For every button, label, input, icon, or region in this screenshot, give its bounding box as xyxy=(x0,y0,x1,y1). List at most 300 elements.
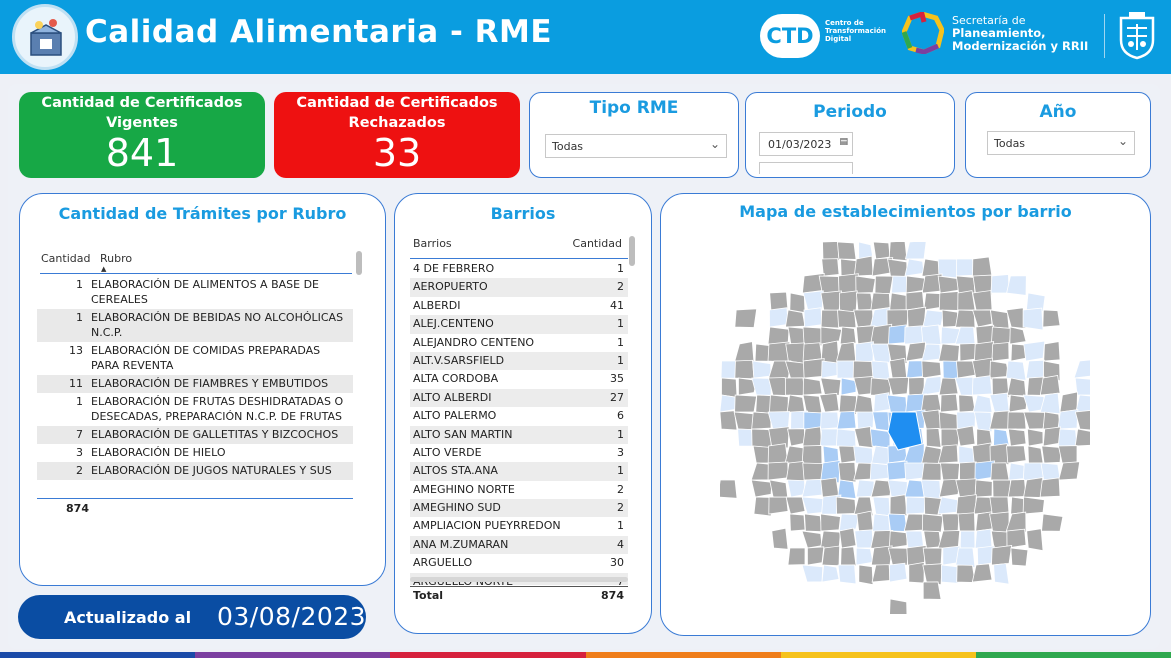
barrio-region[interactable] xyxy=(957,426,975,446)
barrio-region[interactable] xyxy=(1024,341,1045,361)
barrio-region[interactable] xyxy=(822,565,839,582)
barrio-region[interactable] xyxy=(923,310,944,327)
barrio-region[interactable] xyxy=(938,276,958,293)
secretaria-name: Secretaría de Planeamiento, Modernización y RRII xyxy=(952,14,1089,53)
col-cantidad[interactable]: Cantidad xyxy=(572,237,622,250)
barrio-region[interactable] xyxy=(1007,378,1026,396)
cell-cantidad: 1 xyxy=(617,427,624,441)
barrio-region[interactable] xyxy=(922,446,941,465)
barrio-region[interactable] xyxy=(1075,410,1090,431)
barrio-region[interactable] xyxy=(992,343,1009,361)
barrio-region[interactable] xyxy=(1059,462,1080,480)
footer-color-segment xyxy=(781,652,976,658)
barrio-region[interactable] xyxy=(990,497,1009,514)
barrios-table-header xyxy=(410,237,628,259)
barrio-region[interactable] xyxy=(788,429,805,446)
cell-cantidad: 2 xyxy=(617,280,624,294)
updated-date: 03/08/2023 xyxy=(217,602,367,631)
barrio-region[interactable] xyxy=(956,479,976,498)
barrio-region[interactable] xyxy=(990,361,1009,378)
table-row[interactable] xyxy=(37,444,353,462)
cell-cantidad: 1 xyxy=(617,464,624,478)
barrio-region[interactable] xyxy=(873,514,890,532)
barrio-region[interactable] xyxy=(1010,327,1026,344)
barrio-region[interactable] xyxy=(802,497,825,514)
barrio-region[interactable] xyxy=(957,565,975,582)
barrio-region[interactable] xyxy=(1023,308,1043,330)
cell-cantidad: 11 xyxy=(69,377,83,390)
cell-cantidad: 3 xyxy=(76,446,83,459)
barrios-card-title: Barrios xyxy=(490,204,556,223)
barrio-region[interactable] xyxy=(786,343,805,364)
col-barrios[interactable]: Barrios xyxy=(413,237,452,250)
barrio-region[interactable] xyxy=(941,394,958,412)
table-row[interactable] xyxy=(410,389,628,407)
barrio-region[interactable] xyxy=(870,429,890,448)
barrio-region[interactable] xyxy=(769,497,788,514)
slicer-periodo xyxy=(745,92,955,178)
anio-dropdown[interactable]: Todas ⌄ xyxy=(987,131,1135,155)
barrio-region[interactable] xyxy=(939,412,959,429)
barrio-region[interactable] xyxy=(990,411,1010,429)
table-row[interactable] xyxy=(37,393,353,426)
barrio-region[interactable] xyxy=(768,462,788,480)
barrio-region[interactable] xyxy=(786,461,805,481)
cell-barrio: AEROPUERTO xyxy=(413,280,488,294)
cell-barrio: ALBERDI xyxy=(413,298,461,312)
barrio-region[interactable] xyxy=(1042,446,1062,463)
table-row[interactable] xyxy=(37,309,353,342)
barrio-region[interactable] xyxy=(973,310,992,327)
updated-label: Actualizado al xyxy=(64,608,192,627)
barrio-region[interactable] xyxy=(922,376,941,395)
footer-color-segment xyxy=(586,652,781,658)
barrio-region[interactable] xyxy=(973,291,992,310)
barrio-region[interactable] xyxy=(841,547,856,566)
tipo-rme-dropdown[interactable]: Todas ⌄ xyxy=(545,134,727,158)
col-cantidad[interactable]: Cantidad xyxy=(41,252,91,265)
rubro-table-body xyxy=(37,276,353,480)
cell-barrio: ALTO VERDE xyxy=(413,445,482,459)
barrio-region[interactable] xyxy=(941,565,958,583)
cell-barrio: ALTA CORDOBA xyxy=(413,372,499,386)
barrio-region[interactable] xyxy=(804,308,822,327)
barrio-region[interactable] xyxy=(854,310,873,327)
cell-cantidad: 1 xyxy=(76,311,83,324)
barrio-region[interactable] xyxy=(873,242,890,259)
cell-cantidad: 1 xyxy=(76,395,83,408)
cell-cantidad: 2 xyxy=(76,464,83,477)
footer-color-segment xyxy=(0,652,195,658)
barrio-region[interactable] xyxy=(856,342,874,362)
barrio-region[interactable] xyxy=(821,291,842,311)
barrio-region[interactable] xyxy=(803,359,824,378)
barrio-region[interactable] xyxy=(905,326,924,344)
barrio-region[interactable] xyxy=(857,511,873,531)
cell-cantidad: 1 xyxy=(76,278,83,291)
barrio-region[interactable] xyxy=(1058,410,1078,429)
barrio-region[interactable] xyxy=(991,545,1011,565)
barrio-region[interactable] xyxy=(735,342,754,363)
barrio-region[interactable] xyxy=(802,531,822,548)
barrio-region[interactable] xyxy=(921,394,941,412)
barrio-region[interactable] xyxy=(720,480,737,499)
barrio-region[interactable] xyxy=(888,514,907,531)
footer-color-segment xyxy=(390,652,585,658)
cell-cantidad: 1 xyxy=(617,317,624,331)
barrio-region[interactable] xyxy=(922,361,941,378)
table-row[interactable] xyxy=(410,462,628,480)
barrio-region[interactable] xyxy=(753,361,771,378)
map-card-title: Mapa de establecimientos por barrio xyxy=(739,202,1072,221)
cell-barrio: ARGUELLO xyxy=(413,556,473,570)
table-row[interactable] xyxy=(410,297,628,315)
barrio-region[interactable] xyxy=(857,412,874,429)
barrio-region[interactable] xyxy=(924,293,941,310)
barrio-region[interactable] xyxy=(960,344,976,361)
barrio-region[interactable] xyxy=(1024,412,1046,429)
barrio-region[interactable] xyxy=(939,378,958,395)
barrio-region[interactable] xyxy=(788,548,805,565)
barrio-region[interactable] xyxy=(890,599,907,614)
page-title: Calidad Alimentaria - RME xyxy=(85,14,553,50)
header-divider xyxy=(1104,14,1105,58)
barrio-region[interactable] xyxy=(973,257,992,277)
barrio-region[interactable] xyxy=(856,293,873,310)
barrio-region[interactable] xyxy=(888,259,907,278)
barrio-region[interactable] xyxy=(904,514,924,531)
barrio-region[interactable] xyxy=(1028,446,1043,463)
barrio-region[interactable] xyxy=(906,291,924,310)
barrio-region[interactable] xyxy=(1043,310,1060,327)
footer-color-bar xyxy=(0,652,1171,658)
barrio-region[interactable] xyxy=(821,327,842,344)
barrio-region[interactable] xyxy=(1006,361,1026,380)
table-row[interactable] xyxy=(410,334,628,352)
cell-cantidad: 1 xyxy=(617,262,624,275)
table-row[interactable] xyxy=(37,426,353,444)
barrio-region[interactable] xyxy=(803,463,823,480)
barrio-region[interactable] xyxy=(803,427,822,446)
barrio-region[interactable] xyxy=(735,395,757,412)
barrio-region[interactable] xyxy=(892,276,908,293)
barrio-region[interactable] xyxy=(820,393,839,412)
table-row[interactable] xyxy=(410,278,628,296)
barrio-region[interactable] xyxy=(840,291,858,313)
table-row[interactable] xyxy=(410,315,628,333)
barrio-region[interactable] xyxy=(838,565,856,584)
cell-rubro: ELABORACIÓN DE FIAMBRES Y EMBUTIDOS xyxy=(91,377,329,390)
barrio-region[interactable] xyxy=(960,531,975,548)
barrio-region[interactable] xyxy=(859,565,873,585)
barrio-region[interactable] xyxy=(1043,427,1060,446)
barrio-region[interactable] xyxy=(905,242,926,259)
barrio-region[interactable] xyxy=(785,378,805,396)
table-row[interactable] xyxy=(410,536,628,554)
barrio-region[interactable] xyxy=(1007,446,1026,463)
table-row[interactable] xyxy=(37,276,353,309)
barrios-scrollbar[interactable] xyxy=(629,236,635,266)
barrio-region[interactable] xyxy=(975,529,992,549)
table-row[interactable] xyxy=(410,370,628,388)
barrio-region[interactable] xyxy=(802,565,823,582)
cell-rubro: ELABORACIÓN DE ALIMENTOS A BASE DE CEREALES xyxy=(91,278,319,306)
barrio-region[interactable] xyxy=(735,360,754,378)
barrio-region[interactable] xyxy=(856,276,876,293)
cell-cantidad: 30 xyxy=(610,556,624,570)
barrio-region[interactable] xyxy=(990,393,1009,412)
barrio-region[interactable] xyxy=(1023,497,1044,514)
barrios-choropleth-map[interactable] xyxy=(720,242,1090,614)
barrio-region[interactable] xyxy=(993,480,1011,497)
barrio-region[interactable] xyxy=(752,378,771,395)
table-row[interactable] xyxy=(37,375,353,393)
cell-cantidad: 35 xyxy=(610,372,624,386)
barrio-region[interactable] xyxy=(841,378,856,395)
cell-barrio: ANA M.ZUMARAN xyxy=(413,537,509,551)
barrio-region[interactable] xyxy=(1008,429,1026,446)
barrio-region[interactable] xyxy=(838,462,856,482)
barrio-region[interactable] xyxy=(807,547,823,565)
chevron-down-icon: ⌄ xyxy=(709,137,720,151)
cell-cantidad: 13 xyxy=(69,344,83,357)
barrio-region[interactable] xyxy=(994,564,1009,585)
barrio-region[interactable] xyxy=(890,495,907,516)
barrio-region[interactable] xyxy=(972,443,992,464)
barrio-region[interactable] xyxy=(821,514,841,531)
barrio-region[interactable] xyxy=(855,395,873,413)
barrio-region[interactable] xyxy=(907,361,924,378)
rubro-scrollbar[interactable] xyxy=(356,251,362,275)
barrio-region[interactable] xyxy=(837,242,856,259)
cell-cantidad: 6 xyxy=(617,409,624,423)
periodo-start-date[interactable]: 01/03/2023 ▤ xyxy=(759,132,853,156)
kpi-rechazados xyxy=(274,92,520,178)
barrio-region[interactable] xyxy=(1043,412,1060,429)
barrio-region[interactable] xyxy=(786,497,805,514)
table-row[interactable] xyxy=(410,444,628,462)
barrio-region[interactable] xyxy=(926,428,941,447)
slicer-periodo-title: Periodo xyxy=(813,102,887,122)
barrio-region[interactable] xyxy=(772,528,788,549)
barrio-region[interactable] xyxy=(942,514,959,531)
barrio-region[interactable] xyxy=(875,276,893,294)
table-row[interactable] xyxy=(37,342,353,375)
barrio-region[interactable] xyxy=(751,480,772,497)
barrio-region[interactable] xyxy=(888,377,909,395)
barrio-region[interactable] xyxy=(975,480,992,497)
cell-cantidad: 7 xyxy=(76,428,83,441)
barrio-region[interactable] xyxy=(905,259,924,276)
barrio-region[interactable] xyxy=(921,480,941,499)
barrio-region[interactable] xyxy=(873,497,890,516)
barrio-region[interactable] xyxy=(1044,342,1060,361)
barrio-region[interactable] xyxy=(1060,392,1078,412)
barrio-region[interactable] xyxy=(821,378,841,395)
barrio-region[interactable] xyxy=(802,445,822,465)
barrio-region[interactable] xyxy=(822,546,839,566)
table-row[interactable] xyxy=(410,426,628,444)
food-box-icon xyxy=(25,17,67,59)
cell-rubro: ELABORACIÓN DE BEBIDAS NO ALCOHÓLICAS N.C.P. xyxy=(91,311,344,339)
barrio-region[interactable] xyxy=(871,344,890,363)
barrio-region[interactable] xyxy=(823,242,839,261)
barrio-region[interactable] xyxy=(854,376,873,395)
barrio-region[interactable] xyxy=(938,497,958,514)
cell-barrio: AMEGHINO SUD xyxy=(413,501,501,515)
table-row[interactable] xyxy=(37,462,353,480)
barrio-region[interactable] xyxy=(872,565,890,582)
barrio-region[interactable] xyxy=(871,293,890,310)
cell-cantidad: 1 xyxy=(617,353,624,367)
cell-rubro: ELABORACIÓN DE COMIDAS PREPARADAS PARA REVENTA xyxy=(91,344,321,372)
barrio-region[interactable] xyxy=(922,410,941,429)
barrio-region[interactable] xyxy=(889,563,907,582)
sort-asc-icon: ▲ xyxy=(101,265,107,273)
rubro-table-header xyxy=(40,252,352,274)
barrio-region[interactable] xyxy=(887,395,907,414)
table-row[interactable] xyxy=(410,499,628,517)
barrio-region[interactable] xyxy=(802,479,822,497)
barrio-region[interactable] xyxy=(836,497,856,514)
barrio-region[interactable] xyxy=(991,463,1009,480)
barrio-region[interactable] xyxy=(1007,276,1027,296)
barrio-region[interactable] xyxy=(787,480,805,497)
cell-cantidad: 3 xyxy=(617,445,624,459)
table-row[interactable] xyxy=(410,481,628,499)
barrio-region[interactable] xyxy=(888,325,907,344)
barrio-region[interactable] xyxy=(856,548,873,565)
barrio-region[interactable] xyxy=(821,412,839,429)
barrio-region[interactable] xyxy=(959,395,975,412)
app-logo xyxy=(12,4,78,70)
barrio-region[interactable] xyxy=(785,310,805,327)
barrio-region[interactable] xyxy=(909,377,925,395)
barrio-region[interactable] xyxy=(887,461,907,480)
table-row[interactable] xyxy=(410,260,628,278)
barrio-region[interactable] xyxy=(1040,375,1060,395)
table-row[interactable] xyxy=(410,517,628,535)
barrio-region[interactable] xyxy=(923,548,942,566)
barrio-region[interactable] xyxy=(821,478,839,498)
barrio-region[interactable] xyxy=(889,531,907,548)
cell-rubro: ELABORACIÓN DE GALLETITAS Y BIZCOCHOS xyxy=(91,428,339,441)
barrio-region[interactable] xyxy=(756,395,771,413)
table-row[interactable] xyxy=(410,554,628,572)
barrios-table-body xyxy=(410,260,628,585)
barrio-region[interactable] xyxy=(854,446,873,464)
barrio-region[interactable] xyxy=(1040,478,1060,497)
barrio-region[interactable] xyxy=(838,310,856,328)
barrio-region[interactable] xyxy=(890,293,907,312)
barrio-region[interactable] xyxy=(1074,359,1090,378)
barrio-region[interactable] xyxy=(839,528,856,548)
rubro-card-title: Cantidad de Trámites por Rubro xyxy=(58,204,347,223)
barrio-region[interactable] xyxy=(872,361,890,379)
barrio-region[interactable] xyxy=(721,378,737,397)
chevron-down-icon: ⌄ xyxy=(1117,134,1128,148)
barrio-region[interactable] xyxy=(956,548,975,567)
barrio-region[interactable] xyxy=(972,376,992,395)
barrio-region[interactable] xyxy=(855,530,873,548)
barrio-region[interactable] xyxy=(790,293,805,313)
barrio-region[interactable] xyxy=(909,562,924,583)
barrios-h-scrollbar[interactable] xyxy=(410,577,628,582)
barrio-region[interactable] xyxy=(752,412,771,429)
barrio-region[interactable] xyxy=(854,256,873,276)
periodo-end-date[interactable] xyxy=(759,162,853,174)
barrio-region[interactable] xyxy=(769,308,788,327)
cell-barrio: ALTO ALBERDI xyxy=(413,390,492,404)
barrio-region[interactable] xyxy=(958,513,975,531)
barrio-region[interactable] xyxy=(973,395,992,412)
barrio-region[interactable] xyxy=(923,582,941,599)
barrio-region[interactable] xyxy=(805,514,822,532)
kpi-vigentes-value: 841 xyxy=(105,131,179,175)
col-rubro[interactable]: Rubro xyxy=(100,252,133,265)
barrio-region[interactable] xyxy=(735,309,757,328)
barrio-region[interactable] xyxy=(906,497,927,514)
cell-cantidad: 2 xyxy=(617,501,624,515)
barrio-region[interactable] xyxy=(1007,529,1026,548)
barrio-region[interactable] xyxy=(1041,463,1060,480)
barrio-region[interactable] xyxy=(905,480,924,497)
barrio-region[interactable] xyxy=(1058,429,1077,446)
barrio-region[interactable] xyxy=(803,378,822,395)
cell-barrio: ALTOS STA.ANA xyxy=(413,464,498,478)
barrio-region[interactable] xyxy=(991,275,1009,294)
barrio-region[interactable] xyxy=(888,548,909,565)
barrio-region[interactable] xyxy=(873,412,890,431)
barrio-region[interactable] xyxy=(1027,529,1043,551)
barrio-region[interactable] xyxy=(837,411,856,429)
cell-barrio: ALEJANDRO CENTENO xyxy=(413,335,535,349)
barrio-region[interactable] xyxy=(921,325,941,345)
cell-barrio: AMEGHINO NORTE xyxy=(413,482,515,496)
kpi-vigentes-label: Cantidad de Certificados Vigentes xyxy=(41,95,243,131)
cell-rubro: ELABORACIÓN DE HIELO xyxy=(91,446,226,459)
cell-barrio: ALTO SAN MARTIN xyxy=(413,427,513,441)
barrio-region[interactable] xyxy=(907,307,925,327)
table-row[interactable] xyxy=(410,407,628,425)
ctd-logo: CTD xyxy=(760,14,820,58)
barrio-region[interactable] xyxy=(922,514,943,532)
barrio-region[interactable] xyxy=(839,514,859,531)
calendar-icon: ▤ xyxy=(839,137,848,147)
barrio-region[interactable] xyxy=(840,327,856,344)
city-crest-icon xyxy=(1115,10,1159,60)
barrio-region[interactable] xyxy=(1075,429,1090,446)
slicer-tipo-title: Tipo RME xyxy=(589,98,679,118)
barrio-region[interactable] xyxy=(1042,514,1063,531)
barrio-region[interactable] xyxy=(1027,429,1043,446)
cell-cantidad: 41 xyxy=(610,298,624,312)
barrio-region[interactable] xyxy=(1008,480,1026,497)
table-row[interactable] xyxy=(410,352,628,370)
barrio-region[interactable] xyxy=(939,344,960,362)
barrio-region[interactable] xyxy=(1008,412,1026,429)
barrio-region[interactable] xyxy=(1011,548,1028,566)
barrio-region[interactable] xyxy=(956,310,975,328)
header-bar xyxy=(0,0,1171,74)
barrio-region[interactable] xyxy=(803,343,822,361)
barrio-region[interactable] xyxy=(939,291,958,310)
barrio-region[interactable] xyxy=(790,514,805,531)
barrio-region[interactable] xyxy=(990,512,1009,534)
barrio-region[interactable] xyxy=(819,276,839,293)
slicer-tipo-rme xyxy=(529,92,739,178)
barrio-region[interactable] xyxy=(922,463,941,480)
